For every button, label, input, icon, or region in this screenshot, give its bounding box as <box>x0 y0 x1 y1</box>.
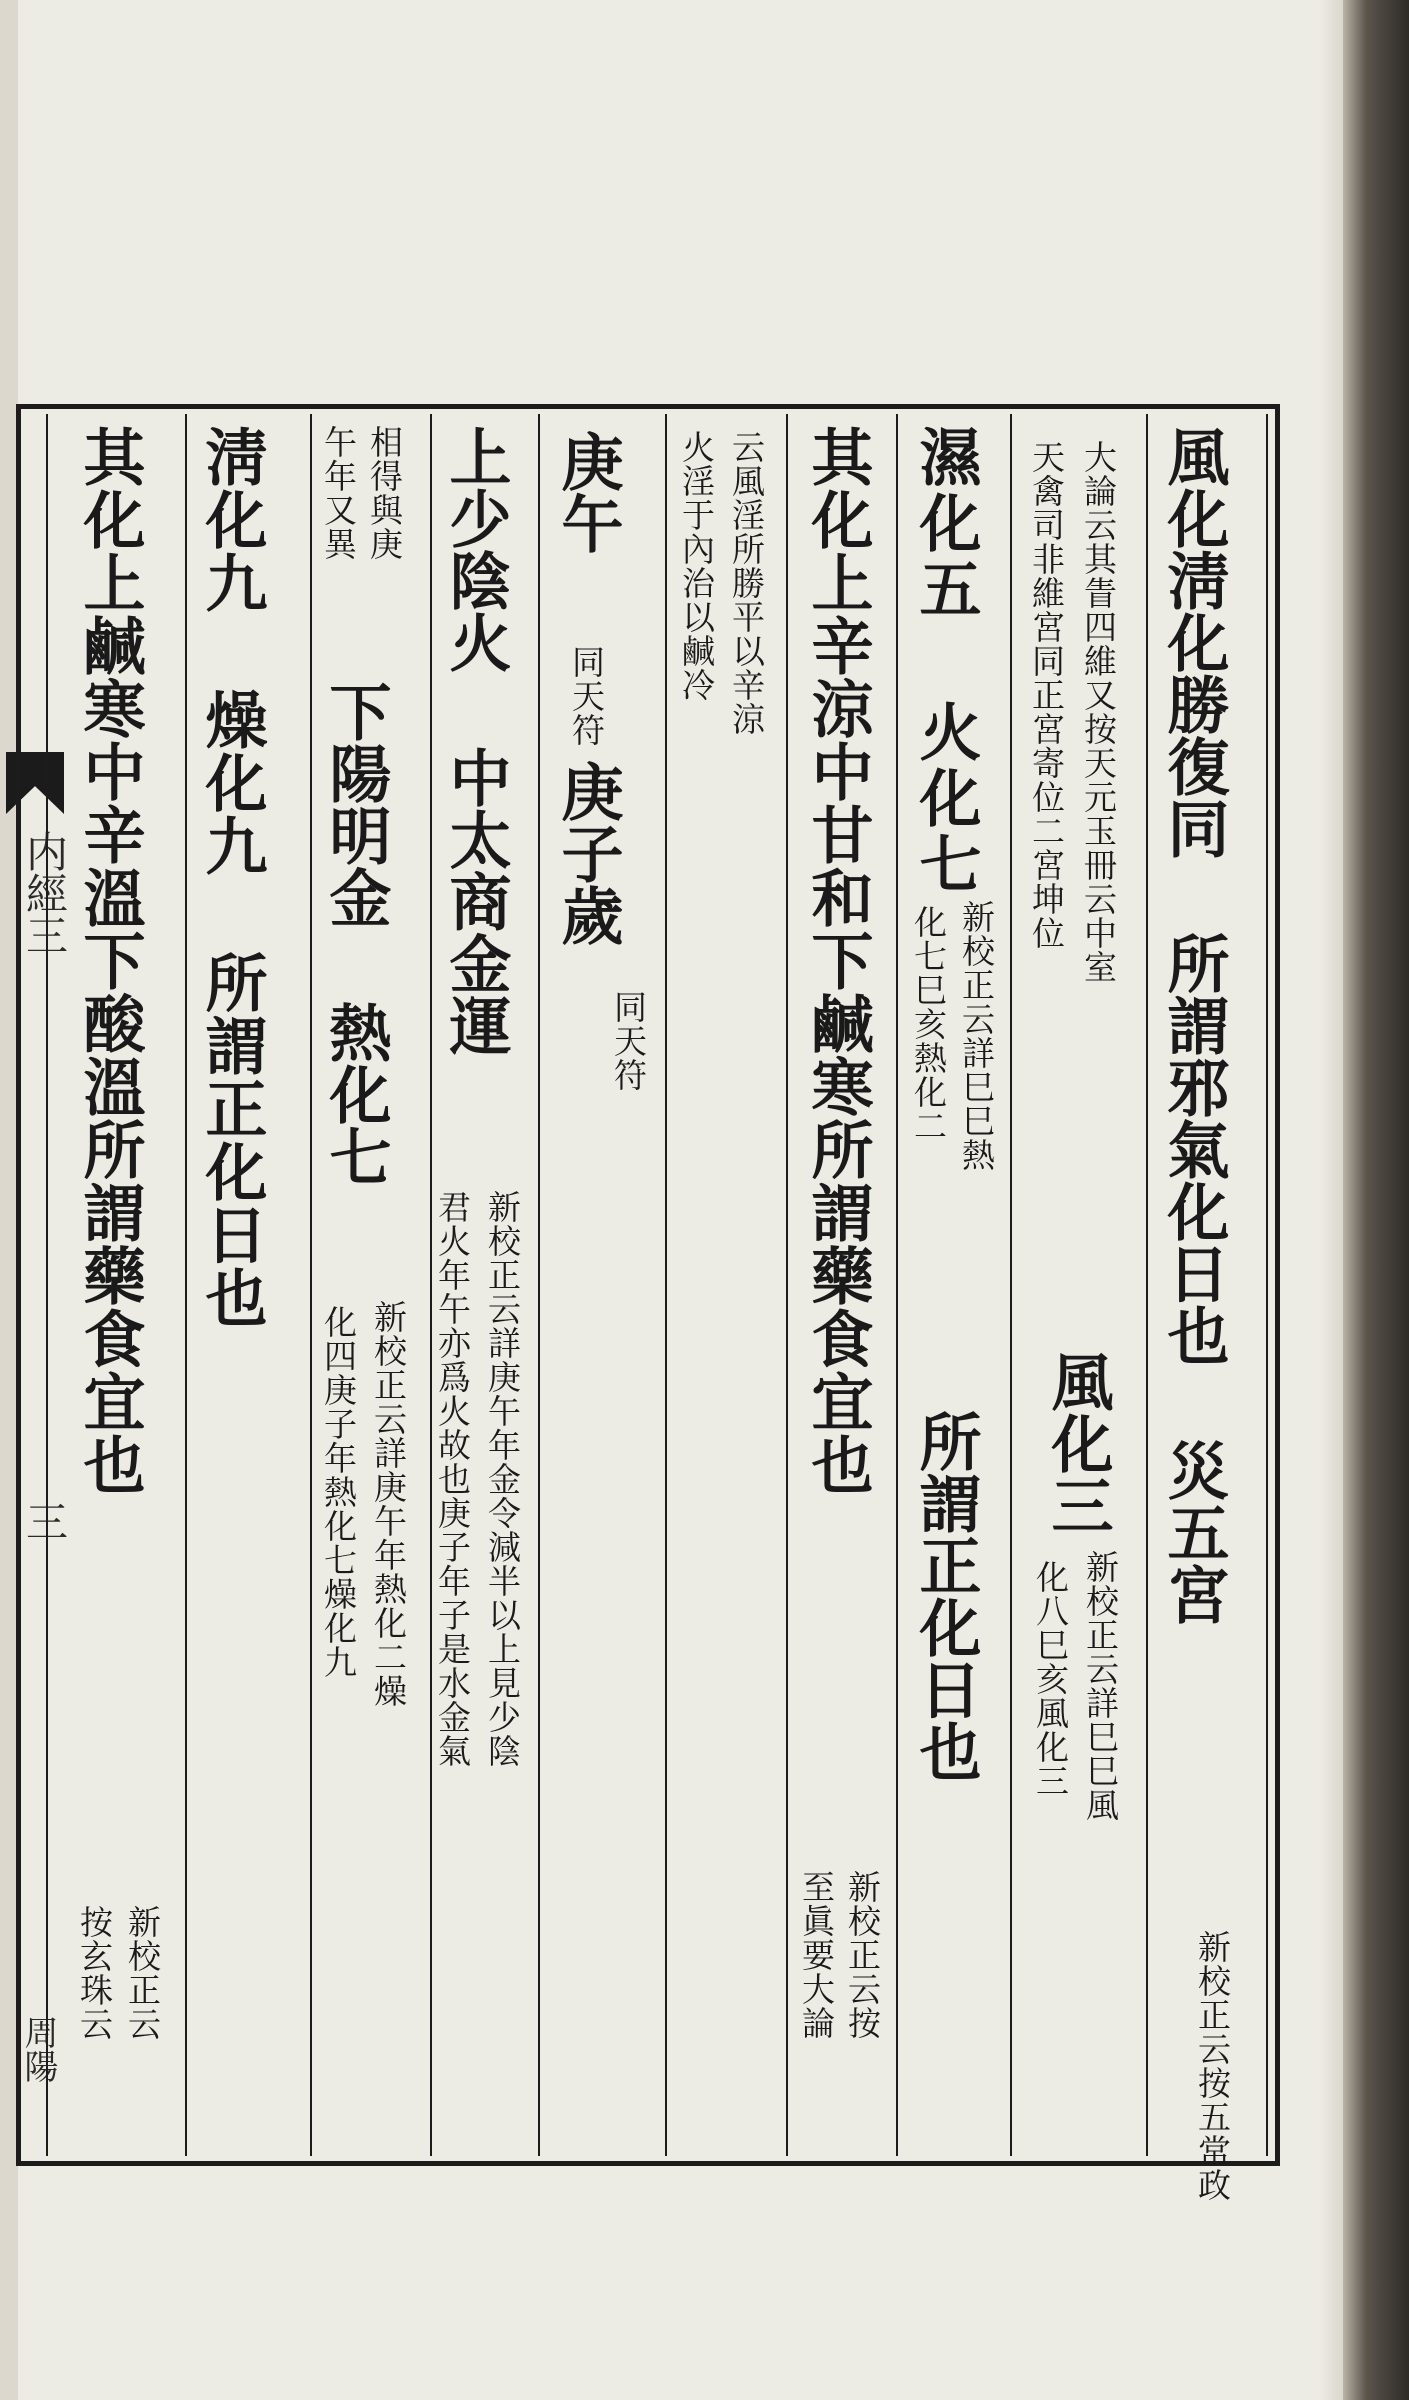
annotation-column: 新校正云詳巳巳熱 <box>957 900 996 1172</box>
text-column: 濕化五 火化七 <box>909 425 982 898</box>
column-rule <box>786 414 788 2156</box>
annotation-column: 至眞要大論 <box>797 1870 836 2040</box>
text-column: 其化上鹹寒中辛溫下酸溫所謂藥食宜也 <box>73 425 146 1496</box>
column-rule <box>1010 414 1012 2156</box>
margin-volume-mark: 周陽 <box>18 2015 58 2083</box>
annotation-column: 化四庚子年熱化七燥化九 <box>319 1305 358 1679</box>
annotation-column: 新校正云詳巳巳風 <box>1081 1550 1120 1822</box>
annotation-column: 新校正云詳庚午年金令減半以上見少陰 <box>483 1190 522 1768</box>
text-column: 所謂正化日也 <box>909 1410 982 1782</box>
text-column: 上少陰火 中太商金運 <box>439 425 512 1056</box>
annotation-column: 天禽司非維宮同正宮寄位二宮坤位 <box>1027 440 1066 950</box>
column-rule <box>896 414 898 2156</box>
annotation-column: 同天符 <box>609 990 648 1092</box>
annotation-column: 火淫于內治以鹹冷 <box>677 430 716 702</box>
annotation-column: 午年又異 <box>319 425 358 561</box>
margin-title: 内經三 <box>20 830 69 956</box>
column-rule <box>1146 414 1148 2156</box>
annotation-column: 按玄珠云 <box>75 1905 114 2041</box>
annotation-column: 新校正云按 <box>843 1870 882 2040</box>
margin-page-number: 三 <box>20 1500 69 1542</box>
annotation-column: 新校正云 <box>123 1905 162 2041</box>
annotation-column: 化八巳亥風化三 <box>1031 1560 1070 1798</box>
column-rule <box>185 414 187 2156</box>
annotation-column: 新校正云詳庚午年熱化二燥 <box>369 1300 408 1708</box>
annotation-column: 同天符 <box>567 645 606 747</box>
annotation-column: 化七巳亥熱化二 <box>909 905 948 1143</box>
text-column: 風化淸化勝復同 所謂邪氣化日也 災五宮 <box>1157 425 1230 1625</box>
text-column: 下陽明金 熱化七 <box>319 680 392 1187</box>
column-rule <box>665 414 667 2156</box>
annotation-column: 君火年午亦爲火故也庚子年子是水金氣 <box>433 1190 472 1768</box>
text-column: 庚子歲 <box>551 760 624 946</box>
column-rule <box>310 414 312 2156</box>
annotation-column: 新校正云按五常政 <box>1193 1930 1232 2202</box>
text-column: 淸化九 燥化九 所謂正化日也 <box>195 425 268 1329</box>
annotation-column: 大論云其眚四維又按天元玉冊云中室 <box>1079 440 1118 984</box>
page-edge-shadow <box>1320 0 1344 2400</box>
book-edge <box>1343 0 1409 2400</box>
text-column: 其化上辛涼中甘和下鹹寒所謂藥食宜也 <box>801 425 874 1496</box>
text-column: 風化三 <box>1041 1350 1114 1536</box>
text-column: 庚午 <box>551 430 624 554</box>
column-rule <box>430 414 432 2156</box>
annotation-column: 云風淫所勝平以辛涼 <box>727 430 766 736</box>
annotation-column: 相得與庚 <box>365 425 404 561</box>
column-rule <box>538 414 540 2156</box>
